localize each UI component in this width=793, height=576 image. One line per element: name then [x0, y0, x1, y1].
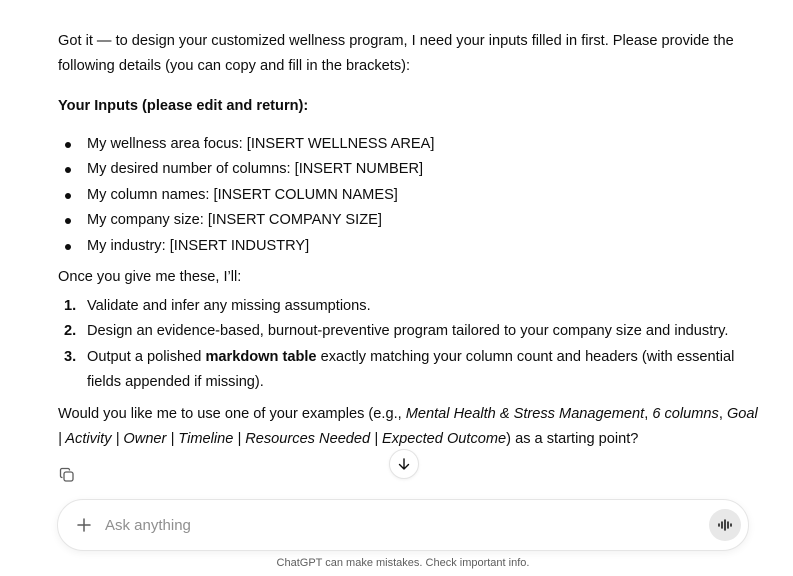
list-item: My desired number of columns: [INSERT NUMBER] — [58, 157, 758, 182]
list-item — [58, 345, 758, 396]
once-text: Once you give me these, I’ll: — [58, 269, 242, 286]
step-number: 2. — [64, 323, 77, 340]
closing-sep: , — [644, 405, 653, 422]
copy-icon — [59, 467, 75, 483]
inputs-list — [58, 132, 758, 259]
arrow-down-icon — [397, 457, 411, 471]
closing-sep: , — [718, 405, 727, 422]
assistant-message — [58, 29, 758, 452]
list-item: My column names: [INSERT COLUMN NAMES] — [58, 183, 758, 208]
closing-question — [58, 402, 758, 452]
example-area: Mental Health & Stress Management — [405, 405, 645, 422]
prompt-input[interactable] — [105, 512, 695, 538]
closing-post: ) as a starting point? — [506, 430, 639, 447]
composer — [57, 499, 749, 551]
step-text-bold: markdown table — [205, 348, 317, 365]
step-number: 3. — [64, 348, 77, 365]
example-headers: Goal | Activity | Owner | Timeline | Resources Needed | Expected Outcome — [58, 405, 758, 447]
step-text-pre: Output a polished — [87, 348, 206, 365]
intro-text: Got it — to design your customized wellness program, I need your inputs filled in first. Please provide the following details (you can copy and fill in the brackets): — [58, 33, 734, 74]
step-text: Design an evidence-based, burnout-preventive program tailored to your company size and industry. — [87, 323, 729, 340]
list-item — [58, 294, 758, 319]
add-attachment-button[interactable] — [72, 513, 96, 537]
example-columns: 6 columns — [652, 405, 719, 422]
inputs-heading: Your Inputs (please edit and return): — [58, 98, 309, 114]
disclaimer: ChatGPT can make mistakes. Check important info. — [276, 557, 530, 569]
step-text-post: exactly matching your column count and headers (with essential fields appended if missing). — [87, 348, 735, 391]
step-number: 1. — [64, 298, 77, 315]
copy-button[interactable] — [57, 465, 77, 485]
voice-mode-icon — [717, 517, 733, 533]
plus-icon — [77, 518, 91, 532]
list-item: My wellness area focus: [INSERT WELLNESS AREA] — [58, 132, 758, 157]
steps-list — [58, 294, 758, 396]
voice-mode-button[interactable] — [709, 509, 741, 541]
list-item: My industry: [INSERT INDUSTRY] — [58, 234, 758, 259]
closing-pre: Would you like me to use one of your examples (e.g., — [58, 405, 406, 422]
step-text: Validate and infer any missing assumptions. — [87, 298, 371, 315]
list-item — [58, 319, 758, 344]
scroll-to-bottom-button[interactable] — [389, 449, 419, 479]
list-item: My company size: [INSERT COMPANY SIZE] — [58, 208, 758, 233]
